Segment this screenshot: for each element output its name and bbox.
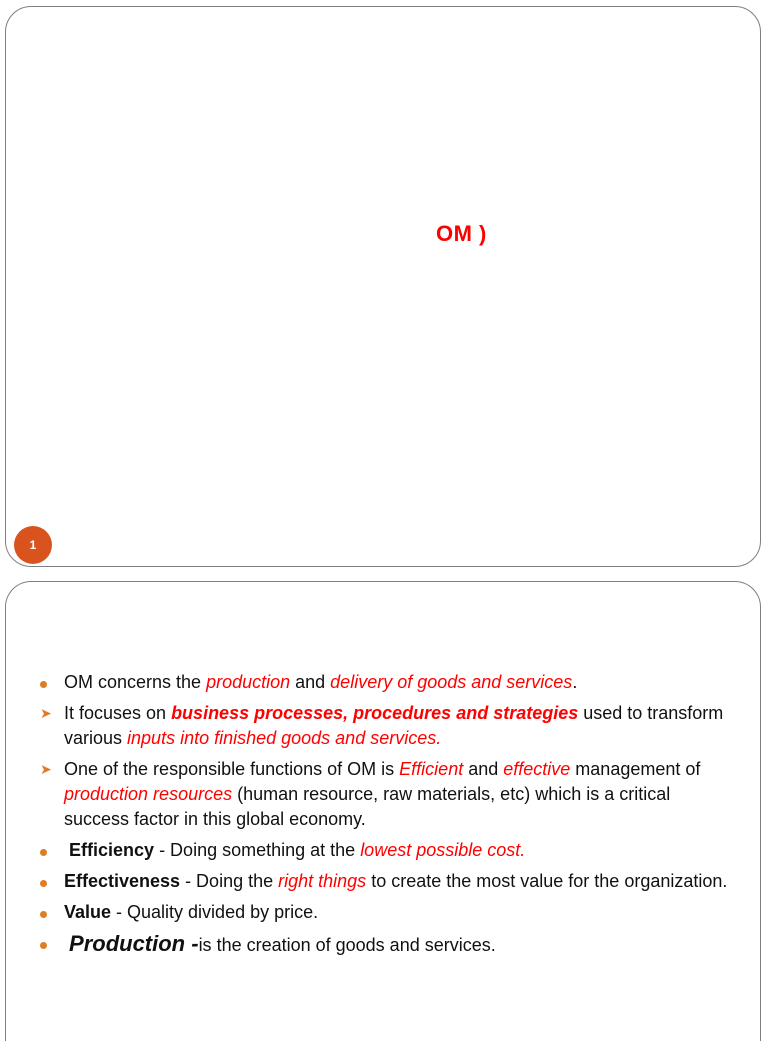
- highlight-text: production: [206, 672, 291, 692]
- bullet-text: - Doing the: [180, 871, 279, 891]
- round-bullet-icon: [40, 670, 58, 695]
- bullet-text: and: [290, 672, 331, 692]
- bullet-om-concerns: [40, 670, 730, 695]
- bullet-responsible-functions: [40, 757, 730, 832]
- bullet-text: .: [572, 672, 578, 692]
- bullet-text: management of: [570, 759, 701, 779]
- bullet-text: - Quality divided by price.: [111, 902, 319, 922]
- bullet-text: to create the most value for the organization.: [366, 871, 728, 891]
- arrow-bullet-icon: ➤: [40, 705, 52, 721]
- slide-2: [5, 581, 761, 1041]
- round-bullet-icon: [40, 931, 58, 956]
- round-bullet-icon: [40, 900, 58, 925]
- bullet-text: used to transform various: [64, 703, 724, 748]
- highlight-text: effective: [503, 759, 571, 779]
- slide-1: [5, 6, 761, 567]
- slide-number-badge: 1: [14, 526, 52, 564]
- slide-title: OM ): [436, 221, 487, 246]
- arrow-bullet-icon: ➤: [40, 761, 52, 777]
- bullet-production: [40, 931, 730, 958]
- bullet-value: [40, 900, 730, 925]
- round-bullet-icon: [40, 838, 58, 863]
- highlight-text: Efficient: [399, 759, 464, 779]
- highlight-text: delivery of goods and services: [330, 672, 573, 692]
- highlight-text: lowest possible cost.: [360, 840, 526, 860]
- highlight-text: production resources: [64, 784, 233, 804]
- bullet-efficiency: [40, 838, 730, 863]
- bullet-effectiveness: [40, 869, 730, 894]
- bullet-text: and: [463, 759, 504, 779]
- highlight-text: business processes, procedures and strategies: [171, 703, 579, 723]
- bullet-text: One of the responsible functions of OM is: [64, 759, 400, 779]
- highlight-text: right things: [278, 871, 367, 891]
- term-label: Effectiveness: [64, 871, 181, 891]
- bullet-text: - Doing something at the: [154, 840, 361, 860]
- bullet-text: OM concerns the: [64, 672, 207, 692]
- bullet-text: (human resource, raw materials, etc) which is a critical success factor in this global economy.: [64, 784, 671, 829]
- bullet-text: It focuses on: [64, 703, 172, 723]
- bullet-focuses: [40, 701, 730, 751]
- bullet-list: [40, 670, 730, 964]
- term-label: Efficiency: [69, 840, 155, 860]
- term-label: Value: [64, 902, 112, 922]
- bullet-text: is the creation of goods and services.: [198, 935, 496, 955]
- round-bullet-icon: [40, 869, 58, 894]
- highlight-text: inputs into finished goods and services.: [127, 728, 442, 748]
- term-label: Production -: [69, 931, 199, 956]
